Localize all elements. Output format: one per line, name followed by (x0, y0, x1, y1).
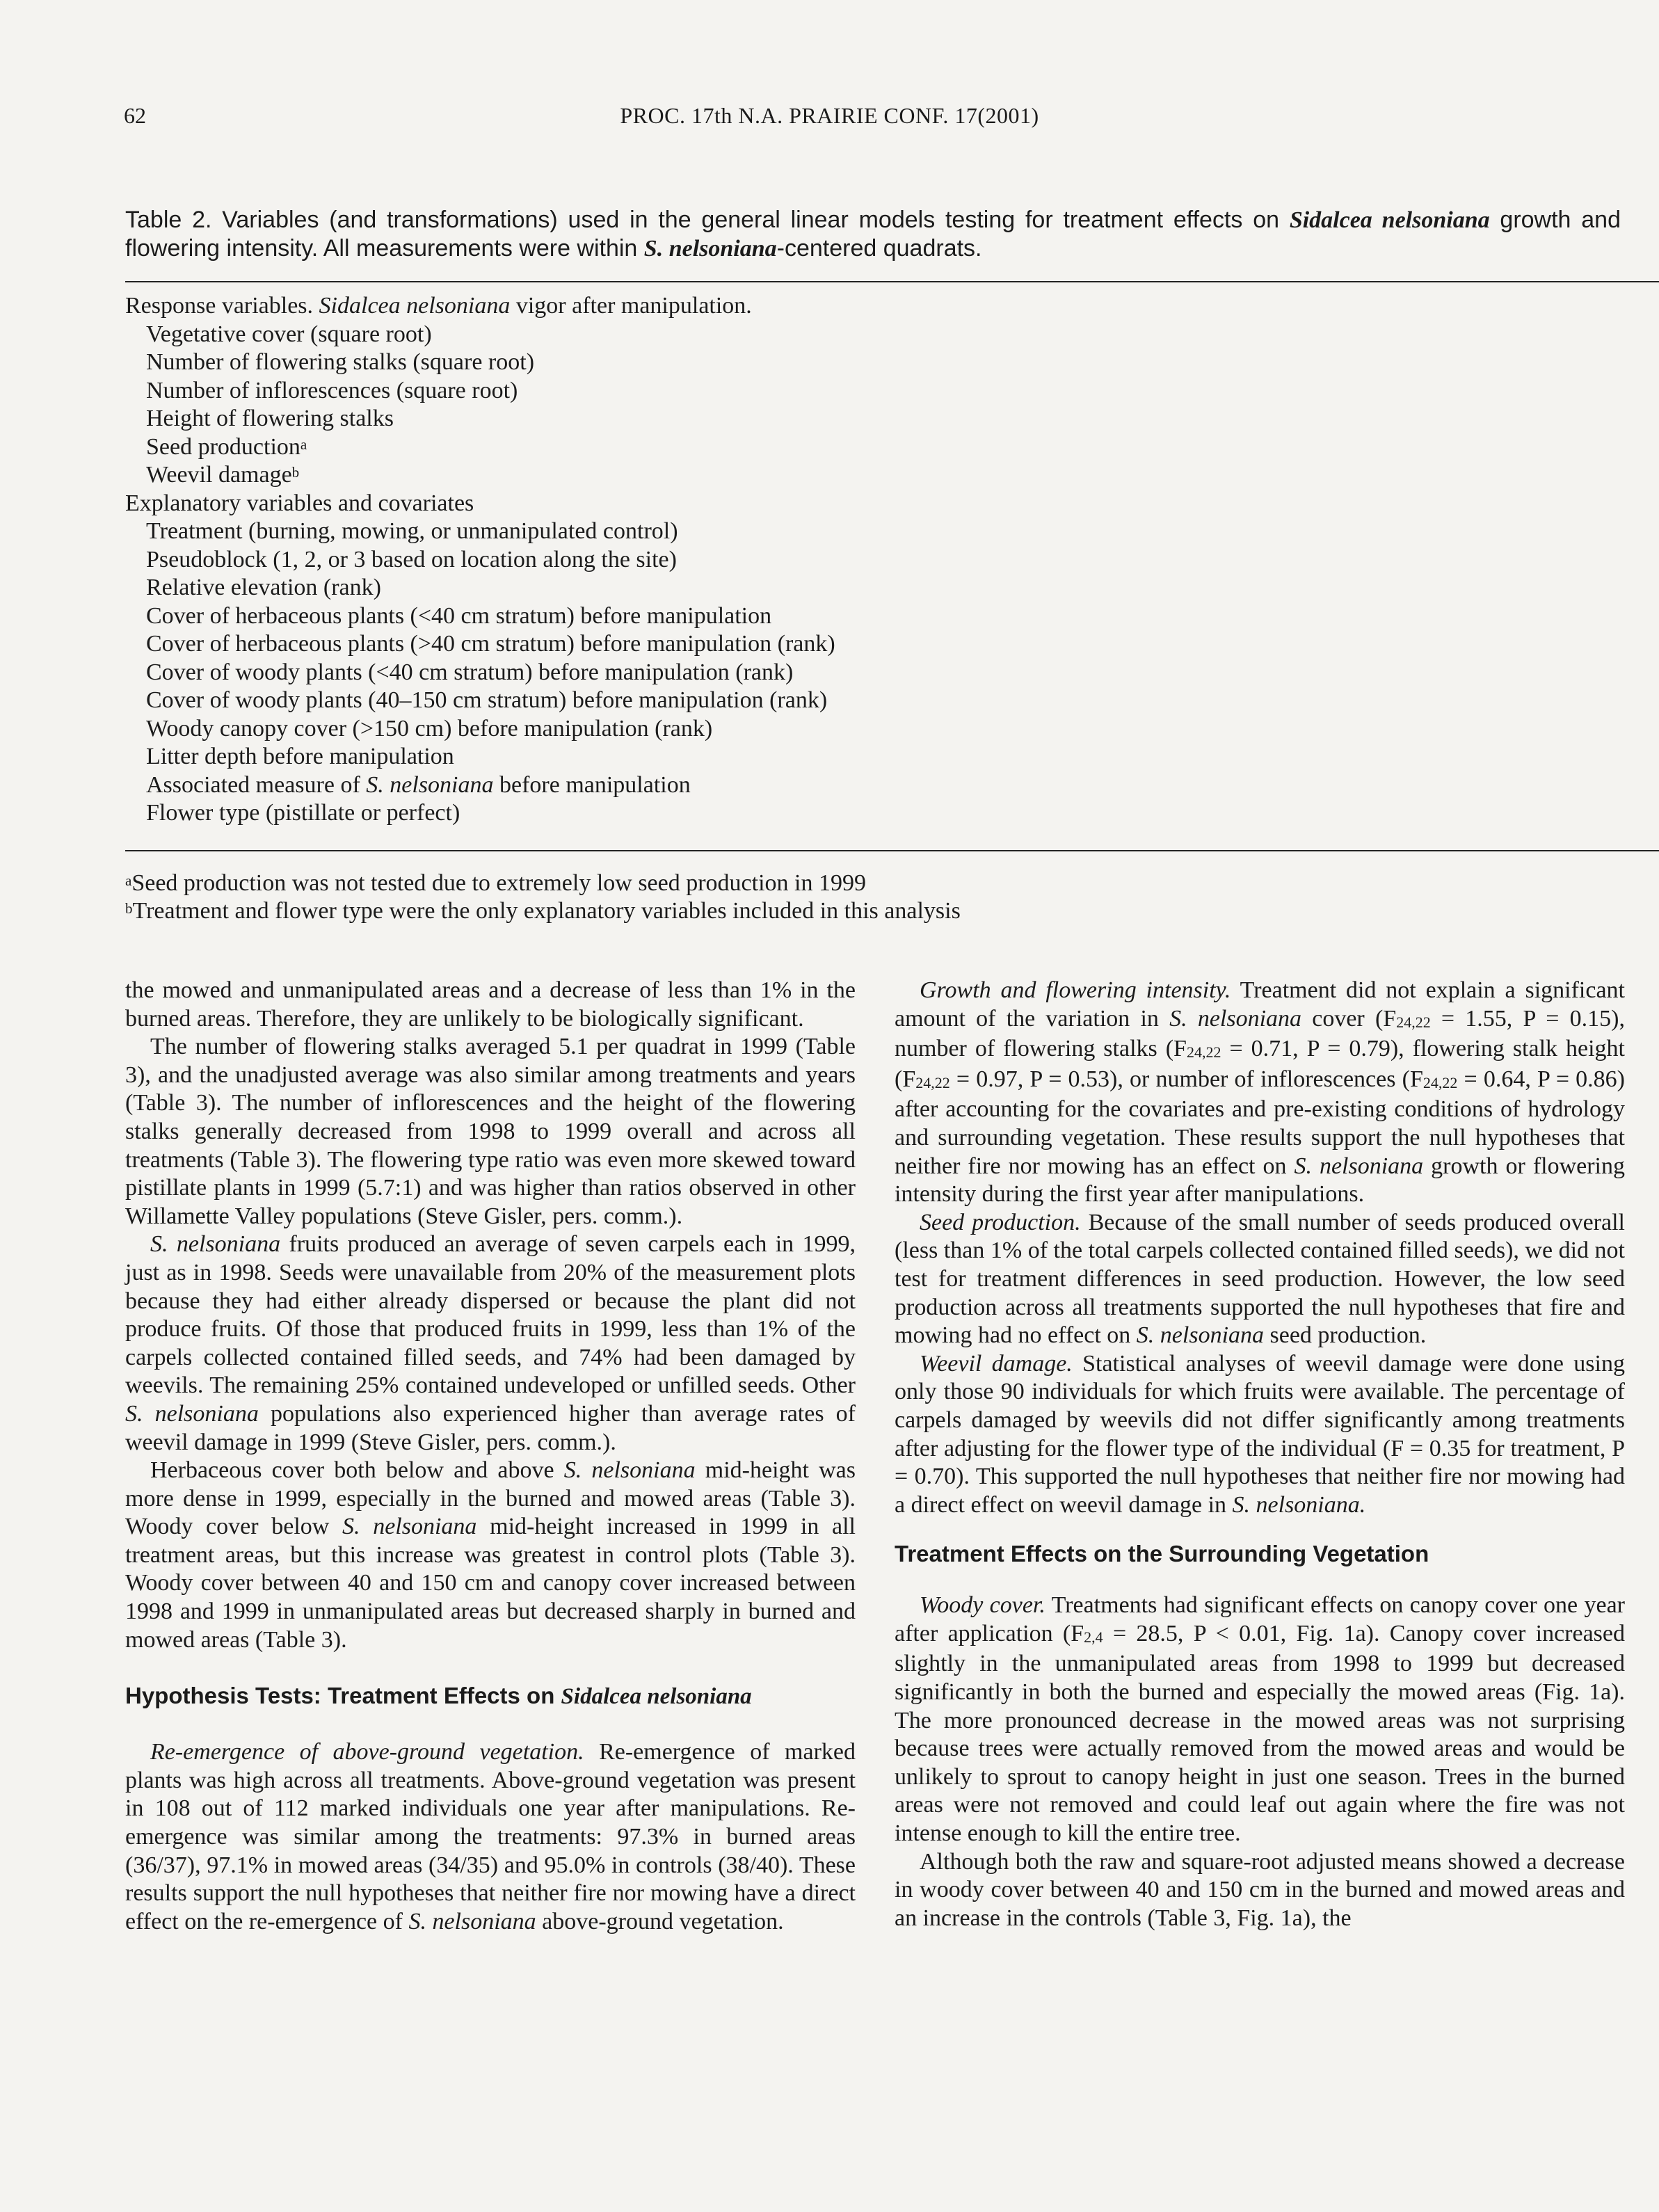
table-row: Number of inflorescences (square root) (146, 377, 518, 403)
paragraph: the mowed and unmanipulated areas and a decrease of less than 1% in the burned areas. Therefore, they are unlikely to be biologically significant. (125, 977, 856, 1032)
page-number: 62 (124, 103, 146, 128)
paragraph: Herbaceous cover both below and above S. nelsoniana mid-height was more dense in 1999, especially in the burned and mowed areas (Table 3). Woody cover below S. nelsoniana mid-height increased in 1999 in all treatment areas, but this increase was greatest in control plots (Table 3). Woody cover between 40 and 150 cm and canopy cover increased between 1998 and 1999 in unmanipulated areas but decreased sharply in burned and mowed areas (Table 3). (125, 1457, 856, 1653)
table-row: Treatment (burning, mowing, or unmanipulated control) (146, 518, 678, 544)
table-bottom-rule (125, 850, 1659, 851)
caption-taxon: Sidalcea nelsoniana (1289, 207, 1490, 233)
section-heading-surrounding-vegetation: Treatment Effects on the Surrounding Vegetation (895, 1541, 1429, 1567)
explanatory-heading: Explanatory variables and covariates (125, 490, 474, 516)
footnote-mark: a (300, 435, 307, 453)
paragraph: Growth and flowering intensity. Treatment did not explain a significant amount of the variation in S. nelsoniana cover ($F_{24,22} = 1.55$, P = 0.15), number of flowering stalks ($F_{24,22} = 0.71$, P = 0.79), flowering stalk height ($F_{24,22} = 0.97$, P = 0.53), or number of inflorescences ($F_{24,22} = 0.64$, P = 0.86) after accounting for the covariates and pre-existing conditions of hydrology and surrounding vegetation. These results support the null hypotheses that neither fire nor mowing has an effect on S. nelsoniana growth or flowering intensity during the first year after manipulations. (895, 977, 1626, 1208)
table-row: Cover of herbaceous plants (<40 cm stratum) before manipulation (146, 602, 772, 629)
table-row: Vegetative cover (square root) (146, 321, 432, 347)
running-head: PROC. 17th N.A. PRAIRIE CONF. 17(2001) (620, 103, 1039, 128)
right-column (895, 977, 1625, 1932)
table-row: Relative elevation (rank) (146, 575, 381, 600)
paragraph: Weevil damage. Statistical analyses of weevil damage were done using only those 90 individuals for which fruits were available. The percentage of carpels damaged by weevils did not differ significantly among treatments after adjusting for the flower type of the individual (F = 0.35 for treatment, P = 0.70). This supported the null hypotheses that neither fire nor mowing had a direct effect on weevil damage in S. nelsoniana. (895, 1350, 1625, 1518)
section-heading-hypothesis-tests: Hypothesis Tests: Treatment Effects on Sidalcea nelsoniana (125, 1683, 752, 1710)
table-row: Seed production$^a$ (146, 433, 307, 460)
paragraph: The number of flowering stalks averaged 5.1 per quadrat in 1999 (Table 3), and the unadjusted average was also similar among treatments and years (Table 3). The number of inflorescences and the height of the flowering stalks generally decreased from 1998 to 1999 overall and across all treatments (Table 3). The flowering type ratio was even more skewed toward pistillate plants in 1999 (5.7:1) and was higher than ratios observed in other Willamette Valley populations (Steve Gisler, pers. comm.). (125, 1034, 856, 1229)
footnote-mark: b (291, 464, 300, 481)
table-row: Weevil damage$^b$ (146, 462, 300, 488)
response-heading: Response variables. Sidalcea nelsoniana vigor after manipulation. (125, 293, 752, 319)
table-top-rule (125, 281, 1659, 282)
paragraph: Seed production. Because of the small number of seeds produced overall (less than 1% of the total carpels collected contained filled seeds), we did not test for treatment differences in seed production. However, the low seed production across all treatments supported the null hypotheses that fire and mowing had no effect on S. nelsoniana seed production. (895, 1209, 1625, 1349)
paragraph: S. nelsoniana fruits produced an average of seven carpels each in 1999, just as in 1998. Seeds were unavailable from 20% of the measurement plots because they had either already dispersed or because the plant did not produce fruits. Of those that produced fruits in 1999, less than 1% of the carpels collected contained filled seeds, and 74% had been damaged by weevils. The remaining 25% contained undeveloped or unfilled seeds. Other S. nelsoniana populations also experienced higher than average rates of weevil damage in 1999 (Steve Gisler, pers. comm.). (125, 1231, 856, 1455)
table-row: Pseudoblock (1, 2, or 3 based on location along the site) (146, 546, 677, 572)
left-column (125, 977, 856, 1936)
table-row: Height of flowering stalks (146, 406, 394, 431)
table-row: Cover of herbaceous plants (>40 cm stratum) before manipulation (rank) (146, 631, 835, 657)
table-2 (125, 292, 1621, 828)
table-row: Associated measure of S. nelsoniana before manipulation (146, 771, 691, 798)
footnote-a: $^a$Seed production was not tested due to extremely low seed production in 1999 (125, 870, 866, 896)
paragraph: Although both the raw and square-root adjusted means showed a decrease in woody cover between 40 and 150 cm in the burned and mowed areas and an increase in the controls (Table 3, Fig. 1a), the (895, 1848, 1625, 1931)
table-row: Flower type (pistillate or perfect) (146, 800, 460, 826)
paragraph: Re-emergence of above-ground vegetation. Re-emergence of marked plants was high across all treatments. Above-ground vegetation was present in 108 out of 112 marked individuals one year after manipulations. Re-emergence was similar among the treatments: 97.3% in burned areas (36/37), 97.1% in mowed areas (34/35) and 95.0% in controls (38/40). These results support the null hypotheses that neither fire nor mowing have a direct effect on the re-emergence of S. nelsoniana above-ground vegetation. (125, 1739, 856, 1934)
footnote-b: $^b$Treatment and flower type were the only explanatory variables included in this analysis (125, 898, 961, 924)
table-caption: Table 2. Variables (and transformations) used in the general linear models testing for treatment effects on Sidalcea nelsoniana growth and flowering intensity. All measurements were within S. nelsoniana-centered quadrats. (125, 207, 1621, 262)
table-row: Cover of woody plants (<40 cm stratum) before manipulation (rank) (146, 659, 794, 685)
table-row: Woody canopy cover (>150 cm) before manipulation (rank) (146, 715, 713, 742)
table-row: Litter depth before manipulation (146, 744, 454, 769)
paragraph: Woody cover. Treatments had significant effects on canopy cover one year after application ($F_{2,4} = 28.5$, P < 0.01, Fig. 1a). Canopy cover increased slightly in the unmanipulated areas from 1998 to 1999 but decreased significantly in both the burned and especially the mowed areas (Fig. 1a). The more pronounced decrease in the mowed areas was not surprising because trees were actually removed from the mowed areas and would be unlikely to sprout to canopy height in just one season. Trees in the burned areas were not removed and could leaf out again where the fire was not intense enough to kill the entire tree. (895, 1592, 1626, 1847)
table-row: Number of flowering stalks (square root) (146, 349, 535, 375)
table-row: Cover of woody plants (40–150 cm stratum) before manipulation (rank) (146, 687, 828, 713)
